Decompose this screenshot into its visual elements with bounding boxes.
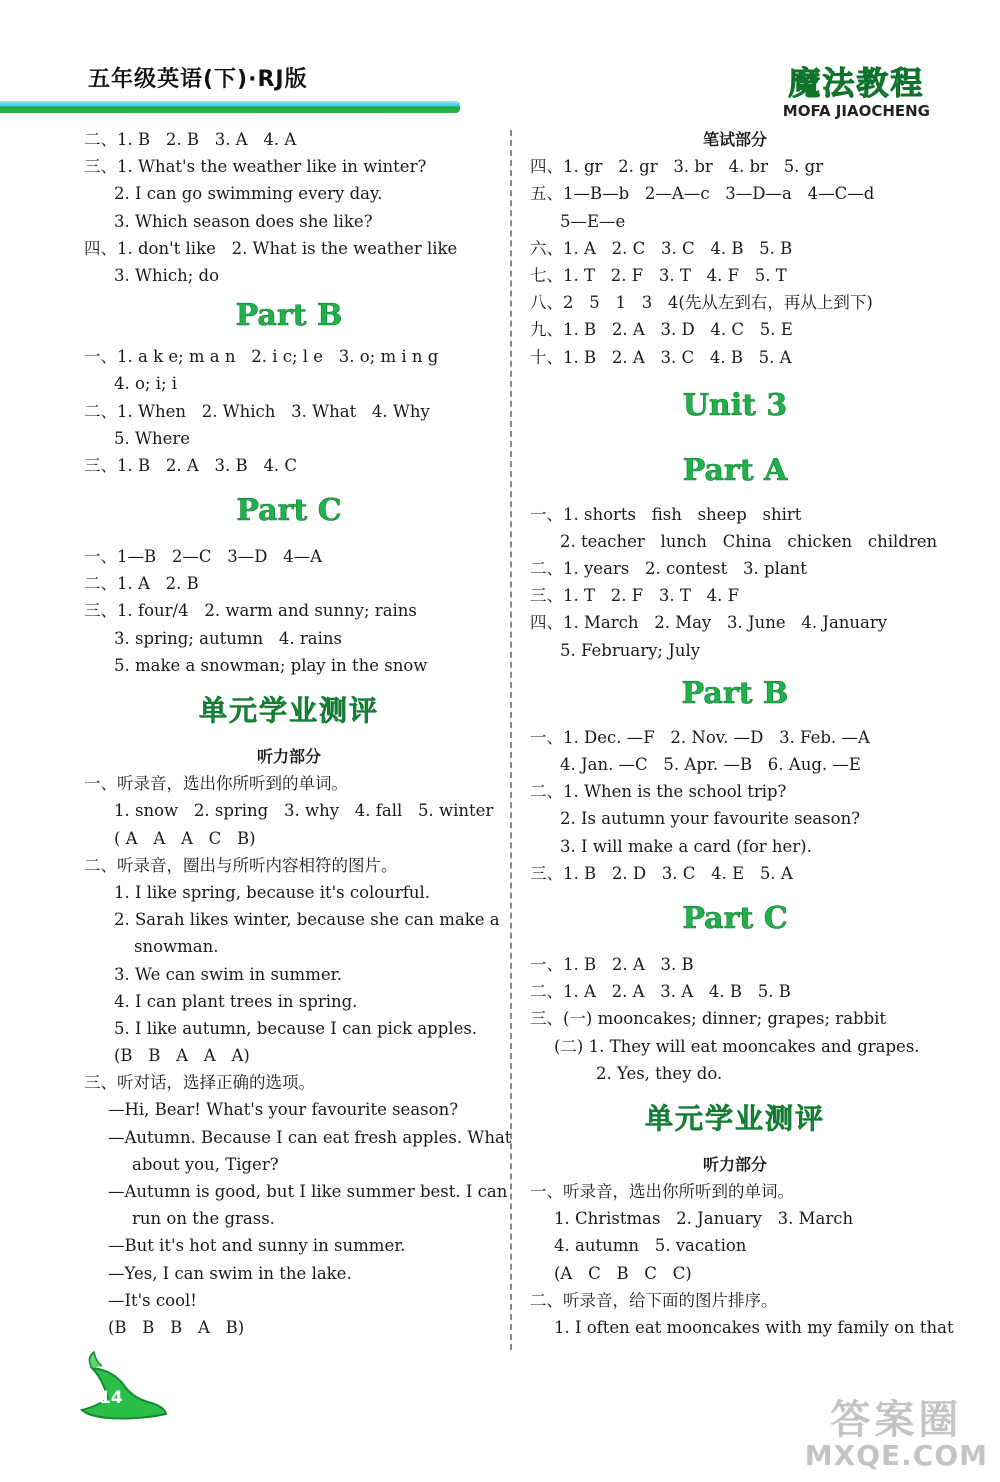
subsection-title: 笔试部分 — [702, 130, 767, 149]
section-heading-part-a: Part A — [682, 452, 788, 488]
answer-line: 5. I like autumn, because I can pick apples. — [114, 1018, 478, 1038]
answer-line: 三、(一) mooncakes; dinner; grapes; rabbit — [530, 1009, 887, 1029]
answer-line: 四、1. don't like 2. What is the weather like — [84, 238, 458, 258]
question-instruction: 三、听对话，选择正确的选项。 — [84, 1073, 315, 1093]
answer-line: 九、1. B 2. A 3. D 4. C 5. E — [530, 320, 793, 340]
answer-line: 二、1. years 2. contest 3. plant — [530, 559, 807, 579]
left-column — [84, 126, 512, 1341]
answer-line: snowman. — [134, 937, 219, 957]
answer-line: ( A A A C B) — [114, 828, 256, 848]
right-column — [530, 126, 954, 1341]
section-heading-part-b: Part B — [235, 298, 343, 334]
answer-line: 3. I will make a card (for her). — [560, 836, 812, 856]
dialogue-line: —Hi, Bear! What's your favourite season? — [108, 1100, 459, 1120]
answer-line: 1. I like spring, because it's colourful. — [114, 882, 431, 902]
answer-line: 三、1. What's the weather like in winter? — [84, 157, 427, 177]
answer-line: 3. spring; autumn 4. rains — [114, 628, 342, 648]
answer-line: 一、1. B 2. A 3. B — [530, 954, 694, 974]
section-heading-part-c: Part C — [682, 900, 788, 936]
answer-line: 4. Jan. —C 5. Apr. —B 6. Aug. —E — [560, 755, 861, 774]
answer-line: 3. Which season does she like? — [114, 211, 373, 231]
answer-line: 4. I can plant trees in spring. — [114, 991, 358, 1011]
answer-line: 2. teacher lunch China chicken children — [560, 531, 938, 551]
subsection-title: 听力部分 — [702, 1154, 767, 1174]
dialogue-line: —But it's hot and sunny in summer. — [108, 1236, 406, 1256]
question-instruction: 二、听录音，给下面的图片排序。 — [530, 1290, 778, 1310]
answer-line: 1. I often eat mooncakes with my family on that — [554, 1318, 954, 1337]
answer-line: 八、2 5 1 3 4(先从左到右，再从上到下) — [530, 293, 873, 313]
answer-line: 5. February; July — [560, 640, 701, 660]
answer-line: (B B B A B) — [108, 1317, 245, 1337]
brand-pinyin: MOFA JIAOCHENG — [782, 102, 930, 120]
answer-line: 3. Which; do — [114, 265, 220, 285]
answer-line: 2. I can go swimming every day. — [114, 184, 383, 204]
answer-line: 2. Sarah likes winter, because she can make a — [114, 910, 500, 930]
page-number: 214 — [87, 1388, 123, 1408]
column-divider — [510, 130, 512, 1350]
answer-line: 六、1. A 2. C 3. C 4. B 5. B — [530, 238, 793, 258]
brand-name: 魔法教程 — [788, 64, 925, 102]
question-instruction: 二、听录音，圈出与所听内容相符的图片。 — [84, 855, 398, 875]
wizard-hat-icon — [78, 1348, 168, 1420]
brand-logo — [783, 58, 930, 120]
question-instruction: 一、听录音，选出你所听到的单词。 — [84, 774, 348, 794]
answer-line: 十、1. B 2. A 3. C 4. B 5. A — [530, 347, 792, 367]
unit-test-heading: 单元学业测评 — [644, 1101, 825, 1135]
answer-line: 二、1. B 2. B 3. A 4. A — [84, 130, 297, 149]
section-heading-part-c: Part C — [236, 493, 342, 529]
answer-line: 4. o; i; i — [114, 374, 178, 394]
answer-line: (A C B C C) — [554, 1263, 692, 1283]
answer-line: 1. Christmas 2. January 3. March — [554, 1209, 854, 1229]
unit-heading: Unit 3 — [682, 387, 788, 423]
watermark-url: MXQE.COM — [804, 1439, 988, 1472]
answer-line: 一、1—B 2—C 3—D 4—A — [84, 547, 323, 567]
answer-line: 3. We can swim in summer. — [114, 964, 342, 984]
answer-line: 三、1. B 2. A 3. B 4. C — [84, 455, 297, 475]
answer-line: 2. Is autumn your favourite season? — [560, 809, 861, 829]
answer-line: (B B A A A) — [114, 1046, 250, 1066]
section-heading-part-b: Part B — [681, 675, 789, 711]
dialogue-line: —Autumn. Because I can eat fresh apples. What — [108, 1127, 512, 1147]
answer-line: 4. autumn 5. vacation — [554, 1236, 747, 1256]
watermark-logo: 答案圈 — [830, 1397, 963, 1443]
header-bar — [0, 101, 460, 113]
dialogue-line: about you, Tiger? — [132, 1154, 279, 1174]
answer-line: 二、1. When 2. Which 3. What 4. Why — [84, 401, 430, 421]
subsection-title: 听力部分 — [256, 747, 321, 766]
answer-line: 二、1. When is the school trip? — [530, 782, 787, 802]
answer-line: 四、1. March 2. May 3. June 4. January — [530, 613, 888, 633]
answer-line: 5. Where — [114, 428, 190, 448]
answer-line: 五、1—B—b 2—A—c 3—D—a 4—C—d — [530, 184, 875, 204]
answer-line: 四、1. gr 2. gr 3. br 4. br 5. gr — [530, 157, 824, 177]
watermark — [805, 1388, 988, 1472]
dialogue-line: —It's cool! — [108, 1290, 197, 1310]
answer-line: 2. Yes, they do. — [596, 1063, 723, 1083]
answer-line: 三、1. T 2. F 3. T 4. F — [530, 586, 740, 606]
answer-line: 三、1. four/4 2. warm and sunny; rains — [84, 601, 417, 621]
dialogue-line: —Yes, I can swim in the lake. — [108, 1263, 352, 1283]
answer-line: 三、1. B 2. D 3. C 4. E 5. A — [530, 863, 793, 883]
answer-line: 一、1. a k e; m a n 2. i c; l e 3. o; m i n g — [84, 347, 439, 367]
answer-line: 5. make a snowman; play in the snow — [114, 655, 428, 675]
question-instruction: 一、听录音，选出你所听到的单词。 — [530, 1182, 794, 1202]
unit-test-heading: 单元学业测评 — [198, 694, 379, 727]
dialogue-line: —Autumn is good, but I like summer best. I can — [108, 1182, 508, 1201]
answer-line: 二、1. A 2. A 3. A 4. B 5. B — [530, 982, 791, 1002]
answer-line: 5—E—e — [560, 211, 626, 231]
answer-line: 七、1. T 2. F 3. T 4. F 5. T — [530, 265, 787, 285]
dialogue-line: run on the grass. — [132, 1209, 275, 1229]
answer-line: 二、1. A 2. B — [84, 574, 199, 594]
answer-line: 一、1. shorts fish sheep shirt — [530, 504, 802, 524]
answer-line: 一、1. Dec. —F 2. Nov. —D 3. Feb. —A — [530, 727, 870, 747]
answer-line: 1. snow 2. spring 3. why 4. fall 5. winter — [114, 801, 494, 821]
answer-line: (二) 1. They will eat mooncakes and grapes. — [554, 1036, 920, 1056]
book-title: 五年级英语(下)·RJ版 — [88, 67, 308, 92]
